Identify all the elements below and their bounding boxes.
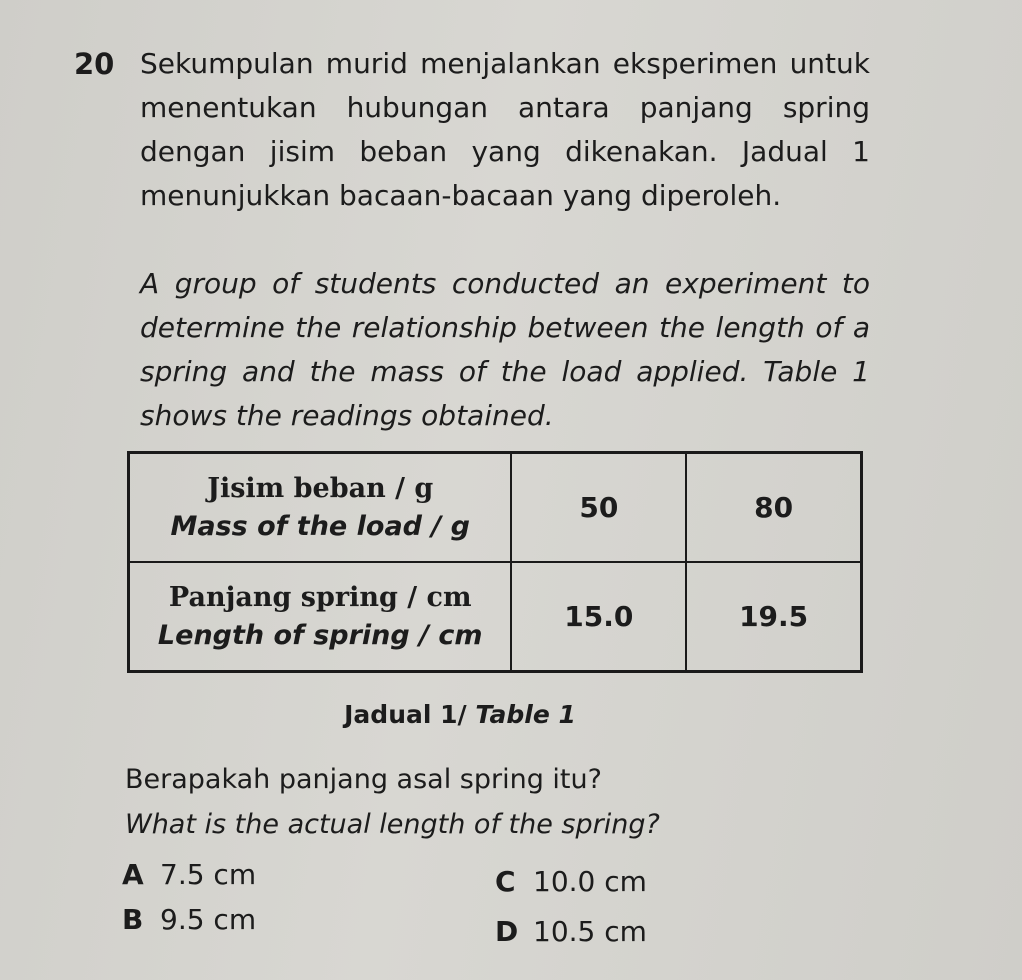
mass-value-2: 80 [686, 453, 861, 563]
option-d[interactable] [495, 912, 647, 952]
option-b-letter: B [122, 903, 144, 936]
readings-table [127, 451, 863, 673]
table-row-mass [129, 453, 862, 563]
option-b[interactable] [122, 900, 256, 940]
length-value-1: 15.0 [511, 562, 686, 672]
option-c-text: 10.0 cm [533, 865, 647, 898]
table-caption-english: Table 1 [475, 700, 576, 729]
table-caption-malay: Jadual 1/ [344, 700, 467, 729]
question-text-malay: Sekumpulan murid menjalankan eksperimen untuk menentukan hubungan antara panjang spring dengan jisim beban yang dikenakan. Jadual 1 menunjukkan bacaan-bacaan yang diperoleh. [140, 47, 870, 212]
option-c[interactable] [495, 862, 647, 902]
option-d-letter: D [495, 915, 519, 948]
mass-value-1: 50 [511, 453, 686, 563]
prompt-english: What is the actual length of the spring? [125, 809, 660, 840]
length-header-malay: Panjang spring / cm [168, 581, 472, 613]
table-row-length [129, 562, 862, 672]
option-c-letter: C [495, 865, 516, 898]
prompt-malay: Berapakah panjang asal spring itu? [125, 764, 602, 795]
length-header-english: Length of spring / cm [157, 619, 483, 651]
mass-header-cell [129, 453, 512, 563]
question-text-english: A group of students conducted an experiment to determine the relationship between the length of a spring and the mass of the load applied. Table 1 shows the readings obtained. [140, 267, 870, 432]
mass-header-malay: Jisim beban / g [207, 472, 434, 504]
length-header-cell [129, 562, 512, 672]
option-b-text: 9.5 cm [160, 903, 257, 936]
option-d-text: 10.5 cm [533, 915, 647, 948]
option-a-letter: A [122, 858, 144, 891]
table-caption [0, 700, 920, 729]
length-value-2: 19.5 [686, 562, 861, 672]
option-a[interactable] [122, 855, 256, 895]
question-number: 20 [74, 47, 115, 81]
option-a-text: 7.5 cm [160, 858, 257, 891]
mass-header-english: Mass of the load / g [170, 510, 470, 542]
